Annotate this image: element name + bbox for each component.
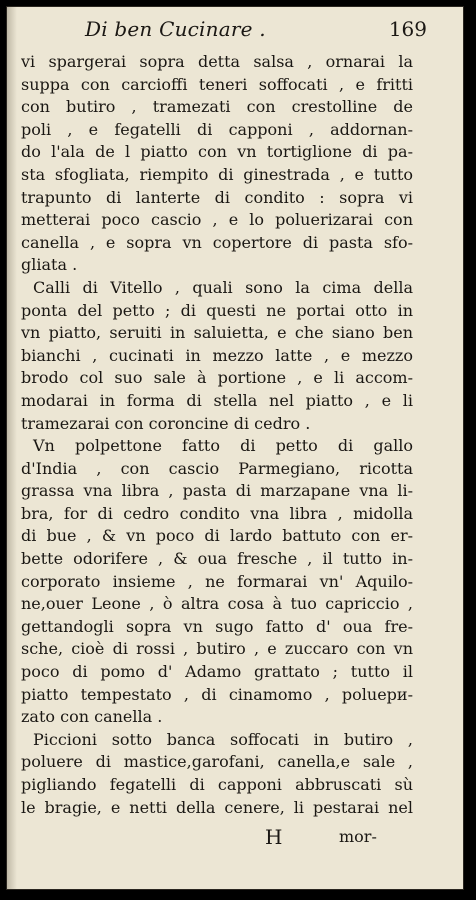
book-page <box>6 6 464 890</box>
text-line: canella , e sopra vn copertore di pasta sfo- <box>21 232 413 252</box>
text-line: brodo col suo sale à portione , e li accom- <box>21 368 413 388</box>
text-line: corporato insieme , ne formarai vn' Aquilo- <box>21 571 413 591</box>
text-line: grassa vna libra , pasta di marzapane vna li- <box>21 481 413 501</box>
text-line: bianchi , cucinati in mezzo latte , e mezzo <box>21 345 413 365</box>
text-line: suppa con carcioffi teneri soffocati , e fritti <box>21 74 413 94</box>
text-line: gettandogli sopra vn sugo fatto d' oua fre- <box>21 616 413 636</box>
catchword: mor- <box>339 827 377 846</box>
body-text <box>21 51 413 819</box>
signature-mark: H <box>265 825 283 849</box>
text-line: ponta del petto ; di questi ne portai otto in <box>21 300 413 320</box>
text-line: bra, for di cedro condito vna libra , midolla <box>21 503 413 523</box>
text-line: modarai in forma di stella nel piatto , e li <box>21 390 413 410</box>
text-line: Piccioni sotto banca soffocati in butiro , <box>33 729 413 749</box>
text-line: pigliando fegatelli di capponi abbruscati sù <box>21 775 413 794</box>
text-line: piatto tempestato , di cinamomo , poluери- <box>21 684 413 704</box>
text-line: ne,ouer Leone , ò altra cosa à tuo capriccio , <box>21 594 413 614</box>
running-head <box>7 17 463 43</box>
text-line: poco di pomo d' Adamo grattato ; tutto il <box>21 662 413 682</box>
text-line: poli , e fegatelli di capponi , addornan- <box>21 119 413 139</box>
text-line: d'India , con cascio Parmegiano, ricotta <box>21 458 413 478</box>
page-number: 169 <box>388 17 427 41</box>
text-line: trapunto di lanterte di condito : sopra vi <box>21 187 413 207</box>
text-line: zato con canella . <box>21 707 163 727</box>
text-line: do l'ala de l piatto con vn tortiglione di pa- <box>21 142 413 162</box>
text-line: le bragie, e netti della cenere, li pestarai nel <box>21 797 413 817</box>
text-line: sta sfogliata, riempito di ginestrada , e tutto <box>21 164 413 184</box>
text-line: Calli di Vitello , quali sono la cima della <box>33 277 413 297</box>
page-edge-shadow <box>7 7 17 889</box>
text-line: metterai poco cascio , e lo poluerizarai con <box>21 210 413 230</box>
text-line: gliata . <box>21 255 78 275</box>
text-line: vi spargerai sopra detta salsa , ornarai la <box>21 52 413 71</box>
text-line: vn piatto, seruiti in saluietta, e che siano ben <box>21 323 413 343</box>
running-head-title: Di ben Cucinare . <box>85 17 266 41</box>
text-line: bette odorifere , & oua fresche , il tutto in- <box>21 549 413 569</box>
text-line: con butiro , tramezati con crestolline de <box>21 97 413 117</box>
text-line: Vn polpettone fatto di petto di gallo <box>33 436 413 456</box>
text-line: poluere di mastice,garofani, canella,e sale , <box>21 752 413 772</box>
page-footer <box>7 825 463 851</box>
text-line: sche, cioè di rossi , butiro , e zuccaro con vn <box>21 639 413 659</box>
text-line: di bue , & vn poco di lardo battuto con er- <box>21 526 413 546</box>
text-line: tramezarai con coroncine di cedro . <box>21 413 311 433</box>
